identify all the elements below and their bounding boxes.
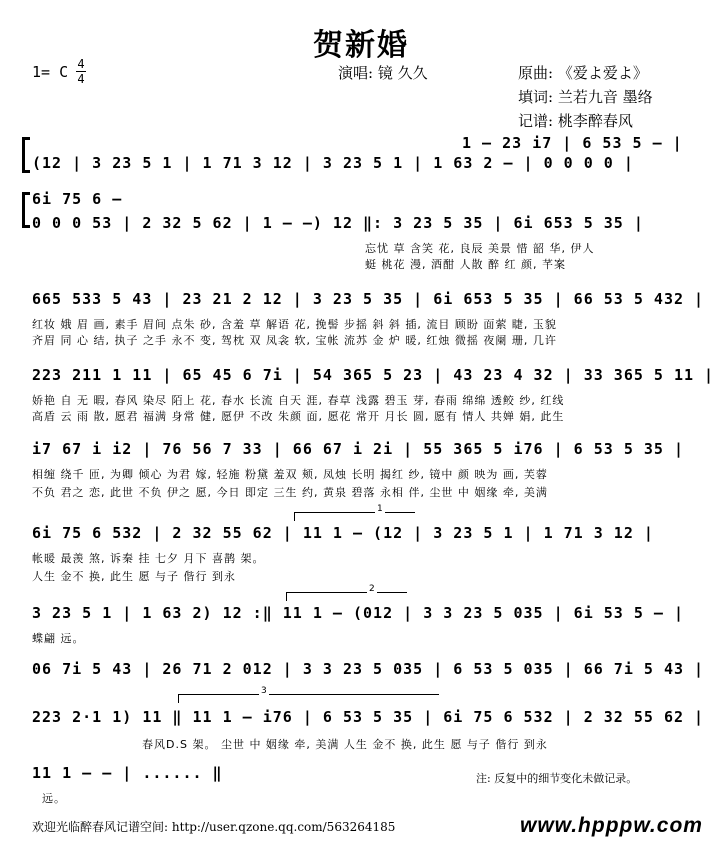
notation-row: 6i 75 6 – bbox=[32, 190, 123, 208]
original-credit: 原曲: 《爱よ爱よ》 bbox=[518, 64, 648, 82]
lyric-line: 春风D.S 架。 尘世 中 姻缘 牵, 美满 人生 金不 换, 此生 愿 与子 偕行 到永 bbox=[142, 738, 548, 751]
lyric-line: 相缠 绕千 匝, 为卿 倾心 为君 嫁, 轻施 粉黛 羞双 颊, 凤烛 长明 揭红 纱, 镜中 颜 映为 画, 芙蓉 bbox=[32, 468, 548, 481]
lyric-line: 蝶翩 远。 bbox=[32, 632, 85, 645]
notation-row: 6i 75 6 532 | 2 32 55 62 | 11 1 – (12 | 3 23 5 1 | 1 71 3 12 | bbox=[32, 524, 654, 542]
site-watermark: www.hpppw.com bbox=[520, 814, 703, 837]
lyric-line: 娇艳 自 无 暇, 春风 染尽 陌上 花, 春水 长流 自天 涯, 春草 浅露 碧玉 芽, 春雨 绵绵 透鲛 纱, 红线 bbox=[32, 394, 565, 407]
key-signature: 1= C bbox=[32, 63, 69, 81]
time-signature-bottom: 4 bbox=[77, 72, 85, 86]
lyric-line: 帐暖 最羡 煞, 诉秦 挂 七夕 月下 喜鹊 架。 bbox=[32, 552, 265, 565]
notation-row: (12 | 3 23 5 1 | 1 71 3 12 | 3 23 5 1 | 1 63 2 – | 0 0 0 0 | bbox=[32, 154, 634, 172]
notation-row: 11 1 – – | ...... ‖ bbox=[32, 764, 223, 782]
lyric-line: 高盾 云 雨 散, 愿君 福满 身常 健, 愿伊 不改 朱颜 面, 愿花 常开 月长 圆, 愿有 情人 共婵 娟, 此生 bbox=[32, 410, 565, 423]
volta-bracket bbox=[178, 686, 439, 703]
notation-row: 223 2·1 1) 11 ‖ 11 1 – i76 | 6 53 5 35 | 6i 75 6 532 | 2 32 55 62 | bbox=[32, 708, 705, 726]
system-bracket bbox=[22, 137, 25, 173]
lyric-line: 齐眉 同 心 结, 执子 之手 永不 变, 驾枕 双 凤衾 软, 宝帐 流苏 金 炉 暖, 红烛 微摇 夜阑 珊, 几许 bbox=[32, 334, 557, 347]
transcriber-credit: 记谱: 桃李醉春风 bbox=[518, 112, 633, 130]
system-bracket bbox=[22, 192, 25, 228]
lyric-line: 人生 金不 换, 此生 愿 与子 偕行 到永 bbox=[32, 570, 236, 583]
footnote: 注: 反复中的细节变化未做记录。 bbox=[476, 772, 638, 785]
volta-label: 2 bbox=[369, 584, 375, 594]
notation-row: 0 0 0 53 | 2 32 5 62 | 1 – –) 12 ‖: 3 23 5 35 | 6i 653 5 35 | bbox=[32, 214, 644, 232]
lyric-line: 不负 君之 恋, 此世 不负 伊之 愿, 今日 即定 三生 约, 黄泉 碧落 永相 伴, 尘世 中 姻缘 牵, 美满 bbox=[32, 486, 548, 499]
time-signature-top: 4 bbox=[77, 57, 85, 71]
notation-row: i7 67 i i2 | 76 56 7 33 | 66 67 i 2i | 55 365 5 i76 | 6 53 5 35 | bbox=[32, 440, 684, 458]
notation-row: 223 211 1 11 | 65 45 6 7i | 54 365 5 23 | 43 23 4 32 | 33 365 5 11 | bbox=[32, 366, 715, 384]
volta-label: 1 bbox=[377, 504, 383, 514]
notation-row: 3 23 5 1 | 1 63 2) 12 :‖ 11 1 – (012 | 3 3 23 5 035 | 6i 53 5 – | bbox=[32, 604, 684, 622]
footer-text: 欢迎光临醉春风记谱空间: http://user.qzone.qq.com/563264185 bbox=[32, 820, 396, 834]
volta-label: 3 bbox=[261, 686, 267, 696]
notation-row: 1 – 23 i7 | 6 53 5 – | bbox=[462, 134, 683, 152]
volta-bracket bbox=[294, 504, 415, 521]
lyric-line: 远。 bbox=[42, 792, 66, 805]
lyricist-credit: 填词: 兰若九音 墨络 bbox=[518, 88, 653, 106]
notation-row: 06 7i 5 43 | 26 71 2 012 | 3 3 23 5 035 | 6 53 5 035 | 66 7i 5 43 | bbox=[32, 660, 705, 678]
lyric-line: 红妆 娥 眉 画, 素手 眉间 点朱 砂, 含羞 草 解语 花, 挽髻 步摇 斜 斜 插, 流目 顾盼 面萦 睫, 玉貌 bbox=[32, 318, 557, 331]
volta-bracket bbox=[286, 584, 407, 601]
time-signature bbox=[76, 58, 86, 85]
lyric-line: 蜓 桃花 漫, 酒酣 人散 醉 红 颜, 芊案 bbox=[365, 258, 566, 271]
song-title: 贺新婚 bbox=[313, 28, 409, 63]
singer-credit: 演唱: 镜 久久 bbox=[338, 64, 428, 82]
notation-row: 665 533 5 43 | 23 21 2 12 | 3 23 5 35 | 6i 653 5 35 | 66 53 5 432 | bbox=[32, 290, 705, 308]
lyric-line: 忘忧 草 含笑 花, 良辰 美景 惜 韶 华, 伊人 bbox=[365, 242, 595, 255]
